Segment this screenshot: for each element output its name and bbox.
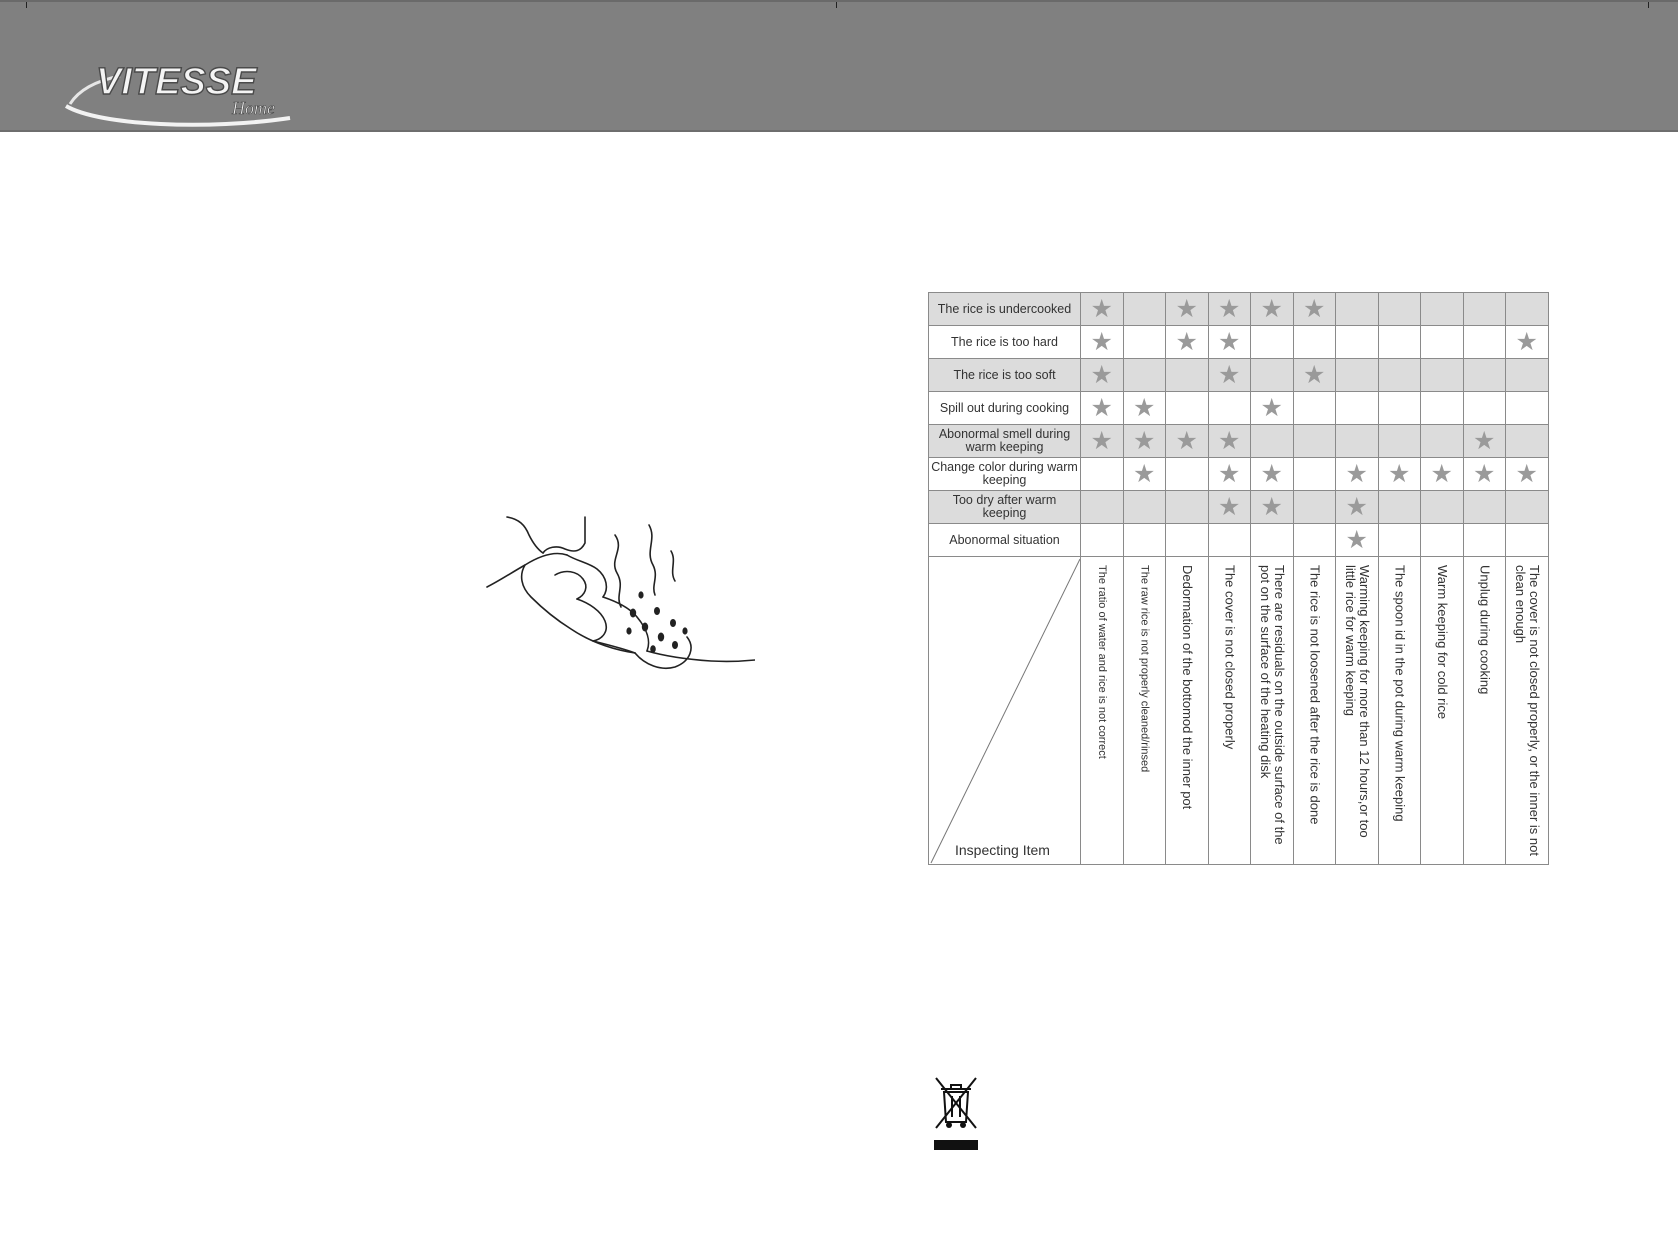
star-cell	[1336, 293, 1379, 326]
star-cell	[1208, 359, 1251, 392]
star-cell	[1378, 359, 1421, 392]
star-icon: ★	[1090, 360, 1113, 389]
cause-text: The cover is not closed properly, or the inner is not clean enough	[1512, 565, 1542, 856]
inspecting-item-label: Inspecting Item	[955, 842, 1050, 858]
star-cell	[1166, 293, 1209, 326]
star-cell	[1463, 425, 1506, 458]
cause-text: The ratio of water and rice is not correct	[1095, 565, 1108, 759]
star-icon: ★	[1175, 426, 1198, 455]
cause-cell	[1081, 557, 1124, 865]
star-cell	[1421, 425, 1464, 458]
symptom-row	[929, 293, 1549, 326]
cause-text: The rice is not loosened after the rice is done	[1307, 565, 1323, 825]
star-icon: ★	[1218, 459, 1241, 488]
star-cell	[1463, 458, 1506, 491]
star-cell	[1378, 326, 1421, 359]
star-cell	[1463, 359, 1506, 392]
crop-mark	[836, 2, 837, 8]
star-cell	[1378, 524, 1421, 557]
vitesse-logo	[60, 48, 300, 128]
crop-mark	[26, 2, 27, 8]
star-icon: ★	[1218, 327, 1241, 356]
star-cell	[1293, 293, 1336, 326]
star-cell	[1421, 359, 1464, 392]
star-cell	[1166, 458, 1209, 491]
star-icon: ★	[1345, 459, 1368, 488]
star-cell	[1166, 491, 1209, 524]
star-icon: ★	[1090, 426, 1113, 455]
star-cell	[1166, 524, 1209, 557]
star-cell	[1081, 326, 1124, 359]
star-cell	[1336, 392, 1379, 425]
star-icon: ★	[1175, 327, 1198, 356]
star-cell	[1251, 491, 1294, 524]
star-icon: ★	[1260, 492, 1283, 521]
cause-text: Warm keeping for cold rice	[1434, 565, 1450, 720]
star-icon: ★	[1090, 294, 1113, 323]
star-icon: ★	[1515, 327, 1538, 356]
symptom-label: Abonormal smell during warm keeping	[929, 425, 1081, 458]
star-cell	[1506, 491, 1549, 524]
star-icon: ★	[1260, 393, 1283, 422]
star-cell	[1251, 425, 1294, 458]
cause-cell	[1123, 557, 1166, 865]
cause-cell	[1463, 557, 1506, 865]
star-cell	[1251, 524, 1294, 557]
star-cell	[1421, 524, 1464, 557]
star-cell	[1378, 293, 1421, 326]
star-cell	[1506, 392, 1549, 425]
star-cell	[1081, 293, 1124, 326]
symptom-row	[929, 458, 1549, 491]
star-cell	[1506, 359, 1549, 392]
star-icon: ★	[1133, 459, 1156, 488]
symptom-row	[929, 326, 1549, 359]
cause-cell	[1336, 557, 1379, 865]
star-cell	[1421, 458, 1464, 491]
cause-text: Unplug during cooking	[1477, 565, 1493, 695]
cause-text: Dedormation of the bottomod the inner pot	[1179, 565, 1195, 810]
star-cell	[1293, 458, 1336, 491]
star-icon: ★	[1345, 525, 1368, 554]
star-icon: ★	[1303, 294, 1326, 323]
star-cell	[1123, 491, 1166, 524]
star-cell	[1463, 293, 1506, 326]
cause-cell	[1208, 557, 1251, 865]
inspecting-item-corner	[929, 557, 1081, 865]
symptom-row	[929, 491, 1549, 524]
star-cell	[1506, 524, 1549, 557]
star-cell	[1123, 326, 1166, 359]
header-bar	[0, 0, 1678, 132]
star-cell	[1336, 359, 1379, 392]
symptom-label: Abonormal situation	[929, 524, 1081, 557]
symptom-row	[929, 359, 1549, 392]
star-cell	[1251, 359, 1294, 392]
star-cell	[1421, 326, 1464, 359]
star-icon: ★	[1473, 459, 1496, 488]
star-cell	[1123, 458, 1166, 491]
star-cell	[1463, 392, 1506, 425]
star-cell	[1166, 326, 1209, 359]
cause-cell	[1378, 557, 1421, 865]
star-icon: ★	[1388, 459, 1411, 488]
star-cell	[1208, 524, 1251, 557]
star-cell	[1293, 392, 1336, 425]
star-cell	[1251, 326, 1294, 359]
symptom-label: Spill out during cooking	[929, 392, 1081, 425]
star-cell	[1081, 425, 1124, 458]
weee-crossed-bin-icon	[932, 1076, 980, 1152]
star-cell	[1336, 491, 1379, 524]
star-cell	[1166, 425, 1209, 458]
star-icon: ★	[1218, 426, 1241, 455]
star-cell	[1123, 524, 1166, 557]
star-cell	[1506, 425, 1549, 458]
star-cell	[1378, 425, 1421, 458]
svg-text:VITESSE: VITESSE	[96, 61, 257, 103]
cause-text: The cover is not closed properly	[1222, 565, 1238, 750]
cause-cell	[1421, 557, 1464, 865]
cause-cell	[1506, 557, 1549, 865]
star-icon: ★	[1218, 360, 1241, 389]
star-icon: ★	[1345, 492, 1368, 521]
star-cell	[1336, 425, 1379, 458]
star-cell	[1378, 458, 1421, 491]
star-cell	[1463, 326, 1506, 359]
star-cell	[1081, 524, 1124, 557]
cause-cell	[1166, 557, 1209, 865]
troubleshooting-table	[928, 292, 1549, 865]
star-cell	[1208, 425, 1251, 458]
star-cell	[1081, 392, 1124, 425]
star-icon: ★	[1515, 459, 1538, 488]
svg-text:Home: Home	[232, 98, 275, 118]
star-cell	[1506, 458, 1549, 491]
star-icon: ★	[1175, 294, 1198, 323]
star-cell	[1378, 392, 1421, 425]
star-cell	[1123, 359, 1166, 392]
cause-text: The spoon id in the pot during warm keeping	[1392, 565, 1408, 822]
star-cell	[1081, 359, 1124, 392]
cause-row	[929, 557, 1549, 865]
star-icon: ★	[1090, 327, 1113, 356]
symptom-label: The rice is undercooked	[929, 293, 1081, 326]
star-cell	[1081, 491, 1124, 524]
star-cell	[1208, 458, 1251, 491]
star-cell	[1251, 293, 1294, 326]
star-icon: ★	[1430, 459, 1453, 488]
symptom-label: Change color during warm keeping	[929, 458, 1081, 491]
star-cell	[1251, 458, 1294, 491]
star-cell	[1208, 293, 1251, 326]
star-icon: ★	[1090, 393, 1113, 422]
washing-rice-illustration	[485, 515, 755, 705]
crop-mark	[1648, 2, 1649, 8]
star-cell	[1123, 293, 1166, 326]
cause-text: The raw rice is not properly cleaned/rinsed	[1138, 565, 1151, 773]
star-icon: ★	[1260, 294, 1283, 323]
star-icon: ★	[1260, 459, 1283, 488]
star-cell	[1293, 491, 1336, 524]
star-cell	[1208, 326, 1251, 359]
star-cell	[1336, 326, 1379, 359]
symptom-row	[929, 425, 1549, 458]
star-cell	[1421, 392, 1464, 425]
star-cell	[1421, 293, 1464, 326]
star-cell	[1208, 491, 1251, 524]
star-cell	[1463, 524, 1506, 557]
symptom-row	[929, 524, 1549, 557]
star-cell	[1208, 392, 1251, 425]
star-cell	[1463, 491, 1506, 524]
star-cell	[1166, 359, 1209, 392]
star-cell	[1378, 491, 1421, 524]
cause-text: There are residuals on the outside surface of the pot on the surface of the heating disk	[1257, 565, 1287, 845]
star-icon: ★	[1218, 294, 1241, 323]
star-cell	[1293, 425, 1336, 458]
star-cell	[1336, 524, 1379, 557]
star-icon: ★	[1303, 360, 1326, 389]
star-cell	[1081, 458, 1124, 491]
star-cell	[1251, 392, 1294, 425]
star-cell	[1123, 392, 1166, 425]
cause-cell	[1293, 557, 1336, 865]
star-cell	[1336, 458, 1379, 491]
symptom-row	[929, 392, 1549, 425]
star-cell	[1293, 524, 1336, 557]
diagonal-line	[929, 557, 1081, 865]
star-icon: ★	[1218, 492, 1241, 521]
star-cell	[1506, 326, 1549, 359]
cause-cell	[1251, 557, 1294, 865]
star-cell	[1293, 359, 1336, 392]
star-icon: ★	[1133, 393, 1156, 422]
star-cell	[1421, 491, 1464, 524]
symptom-label: Too dry after warm keeping	[929, 491, 1081, 524]
star-cell	[1506, 293, 1549, 326]
symptom-label: The rice is too soft	[929, 359, 1081, 392]
star-cell	[1123, 425, 1166, 458]
symptom-label: The rice is too hard	[929, 326, 1081, 359]
star-cell	[1293, 326, 1336, 359]
star-icon: ★	[1473, 426, 1496, 455]
star-icon: ★	[1133, 426, 1156, 455]
cause-text: Warming keeping for more than 12 hours,or too little rice for warm keeping	[1342, 565, 1372, 838]
star-cell	[1166, 392, 1209, 425]
